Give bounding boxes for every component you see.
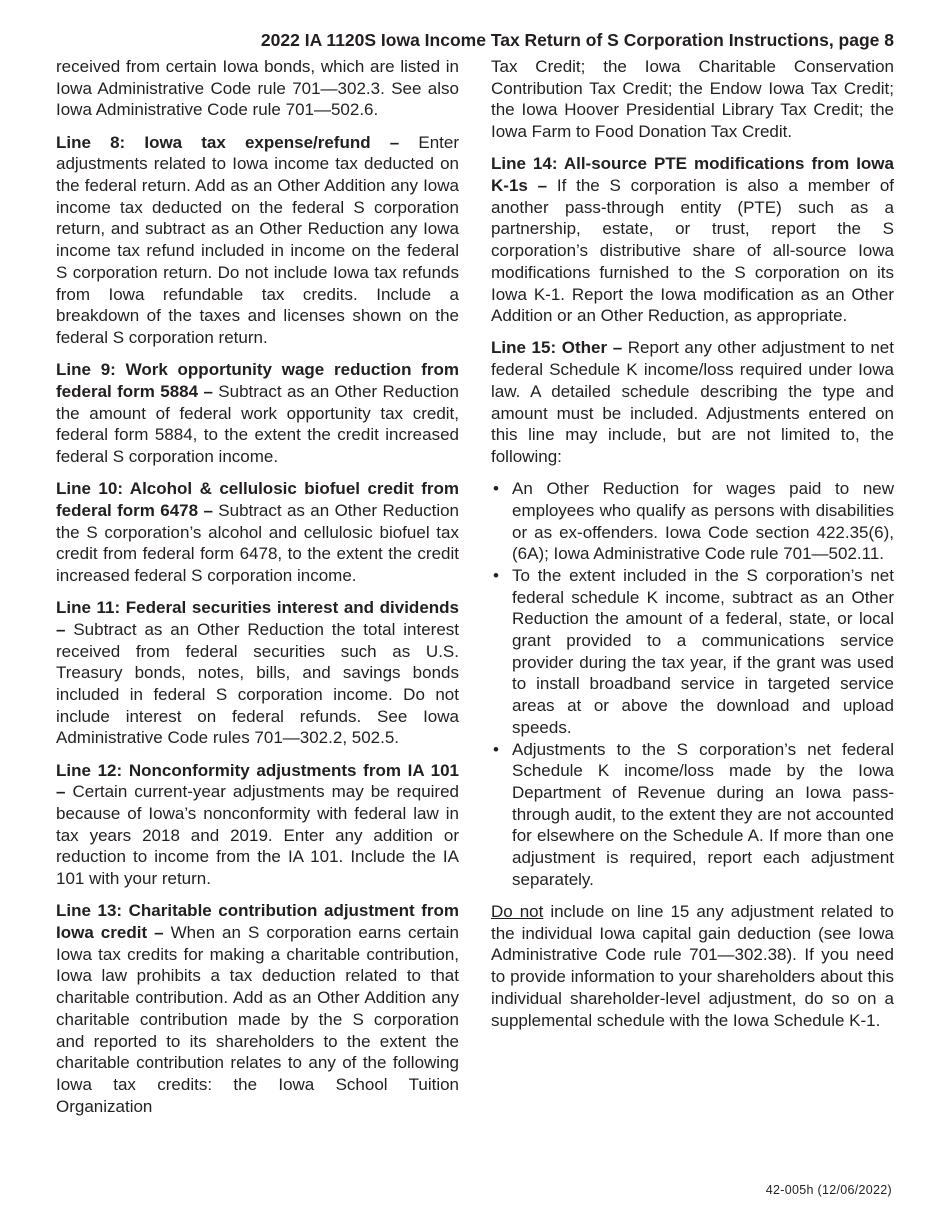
paragraph-line-11: Line 11: Federal securities interest and dividends – Subtract as an Other Reduction the total interest received from federal securities such as U.S. Treasury bonds, notes, bills, and savings bonds included in federal S corporation income. Do not include interest on federal refunds. See Iowa Administrative Code rules 701—302.2, 502.5. xyxy=(56,598,459,748)
line-9-heading: Line 9: Work opportunity wage reduction from federal form 5884 – xyxy=(56,360,459,401)
paragraph-capital-gain-note: Do not include on line 15 any adjustment related to the individual Iowa capital gain deduction (see Iowa Administrative Code rule 701—302.38). If you need to provide information to your shareholders about this individual shareholder-level adjustment, do so on a supplemental schedule with the Iowa Schedule K-1. xyxy=(491,902,894,1030)
line-15-bullet-list xyxy=(491,478,894,890)
paragraph-line-15: Line 15: Other – Report any other adjustment to net federal Schedule K income/loss required under Iowa law. A detailed schedule describing the type and amount must be included. Adjustments entered on this line may include, but are not limited to, the following: xyxy=(491,338,894,466)
line-11-heading: Line 11: Federal securities interest and dividends – xyxy=(56,598,459,639)
paragraph-line-14: Line 14: All-source PTE modifications from Iowa K-1s – If the S corporation is also a member of another pass-through entity (PTE) such as a partnership, estate, or trust, report the S corporation’s distributive share of all-source Iowa modifications furnished to the S corporation on its Iowa K-1. Report the Iowa modification as an Other Addition or an Other Reduction, as appropriate. xyxy=(491,154,895,326)
line-12-heading: Line 12: Nonconformity adjustments from IA 101 – xyxy=(56,760,459,802)
right-column xyxy=(491,56,894,1042)
line-13-heading: Line 13: Charitable contribution adjustment from Iowa credit – xyxy=(56,901,459,943)
page-header-title: 2022 IA 1120S Iowa Income Tax Return of S Corporation Instructions, page 8 xyxy=(260,30,894,50)
paragraph-line-12: Line 12: Nonconformity adjustments from IA 101 – Certain current-year adjustments may be required because of Iowa’s nonconformity with federal law in tax years 2018 and 2019. Enter any addition or reduction to income from the IA 101. Include the IA 101 with your return. xyxy=(56,760,459,889)
bullet-icon: • xyxy=(493,479,499,499)
paragraph-line-9: Line 9: Work opportunity wage reduction from federal form 5884 – Subtract as an Other Reduction the amount of federal work opportunity tax credit, federal form 5884, to the extent the credit increased federal S corporation income. xyxy=(56,360,460,466)
line-15-heading: Line 15: Other – xyxy=(491,338,623,358)
bullet-icon: • xyxy=(493,565,499,585)
form-id-footer: 42-005h (12/06/2022) xyxy=(765,1183,892,1197)
left-column xyxy=(56,56,459,1128)
paragraph-iowa-bonds-continued: received from certain Iowa bonds, which are listed in Iowa Administrative Code rule 701—302.3. See also Iowa Administrative Code rule 701—502.6. xyxy=(56,57,459,120)
bullet-item: • An Other Reduction for wages paid to new employees who qualify as persons with disabilities or as ex-offenders. Iowa Code section 422.35(6), (6A); Iowa Administrative Code rule 701—502.11. xyxy=(493,479,894,564)
bullet-item: • To the extent included in the S corporation’s net federal schedule K income, subtract as an Other Reduction the amount of a federal, state, or local grant provided to a communications service provider during the tax year, if the grant was used to install broadband service in targeted service areas at or above the download and upload speeds. xyxy=(493,565,894,737)
paragraph-line-8: Line 8: Iowa tax expense/refund – Enter adjustments related to Iowa income tax deducted on the federal return. Add as an Other Addition any Iowa income tax deducted on the federal S corporation return, and subtract as an Other Reduction any Iowa income tax refund included in income on the federal S corporation return. Do not include Iowa tax refunds from Iowa refundable tax credits. Include a breakdown of the taxes and licenses shown on the federal S corporation return. xyxy=(56,132,460,347)
bullet-item: • Adjustments to the S corporation’s net federal Schedule K income/loss made by the Iowa Department of Revenue during an Iowa pass-through audit, to the extent they are not accounted for elsewhere on the Schedule A. If more than one adjustment is required, report each adjustment separately. xyxy=(493,739,894,889)
bullet-icon: • xyxy=(493,739,499,759)
line-8-heading: Line 8: Iowa tax expense/refund – xyxy=(56,132,400,152)
line-14-heading: Line 14: All-source PTE modifications from Iowa K-1s – xyxy=(491,154,894,196)
paragraph-line-13: Line 13: Charitable contribution adjustment from Iowa credit – When an S corporation earns certain Iowa tax credits for making a charitable contribution, Iowa law prohibits a tax deduction related to that charitable contribution. Add as an Other Addition any charitable contribution made by the S corporation and reported to its shareholders to the extent the charitable contribution relates to any of the following Iowa tax credits: the Iowa School Tuition Organization xyxy=(56,901,459,1116)
paragraph-line-13-continued: Tax Credit; the Iowa Charitable Conservation Contribution Tax Credit; the Endow Iowa Tax Credit; the Iowa Hoover Presidential Library Tax Credit; the Iowa Farm to Food Donation Tax Credit. xyxy=(491,57,894,142)
paragraph-line-10: Line 10: Alcohol & cellulosic biofuel credit from federal form 6478 – Subtract as an Other Reduction the S corporation’s alcohol and cellulosic biofuel tax credit from federal form 6478, to the extent the credit increased federal S corporation income. xyxy=(56,479,460,585)
line-10-heading: Line 10: Alcohol & cellulosic biofuel credit from federal form 6478 – xyxy=(56,479,459,520)
